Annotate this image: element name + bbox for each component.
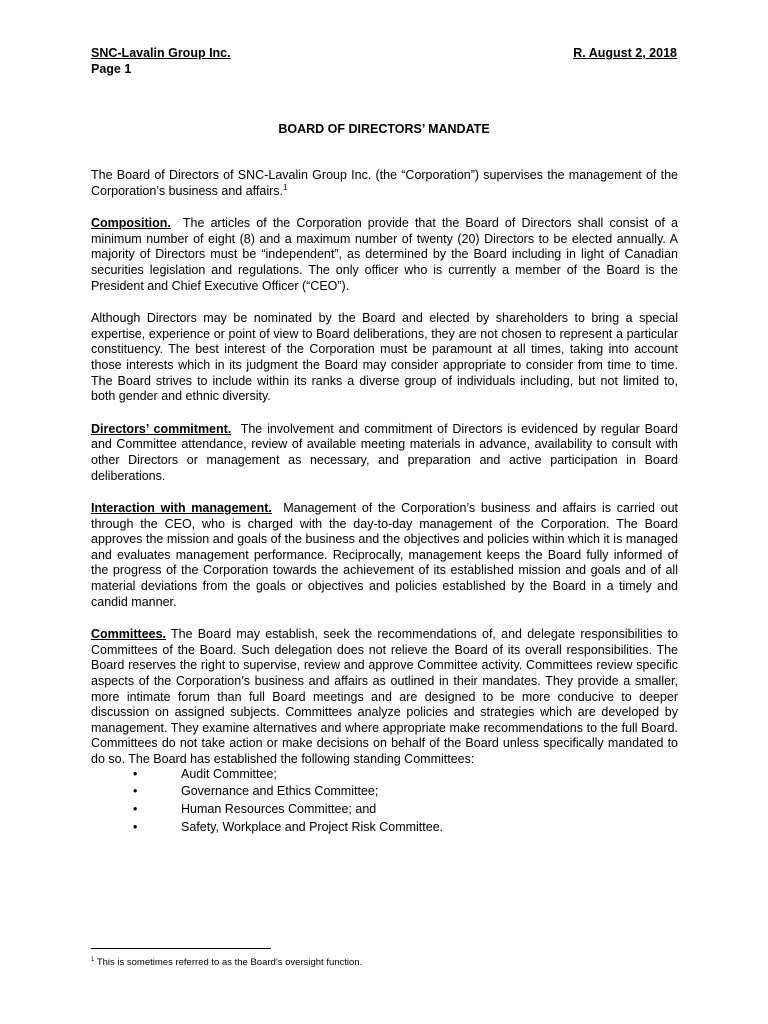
document-title: BOARD OF DIRECTORS’ MANDATE <box>278 122 490 136</box>
list-item <box>91 801 678 819</box>
page-header-left <box>91 45 231 77</box>
committees-paragraph <box>91 627 678 767</box>
bullet-icon: • <box>133 766 138 781</box>
revision-date: R. August 2, 2018 <box>573 46 677 60</box>
committees-text: The Board may establish, seek the recommendations of, and delegate responsibilities to Committees of the Board. Such delegation does not relieve the Board of its overall responsibilities. The Board reserves the right to supervise, review and approve Committee activity. Committees review specific aspects of the Corporation’s business and affairs as outlined in their mandates. They provide a smaller, more intimate forum than full Board meetings and are designed to be more conducive to deeper discussion on assigned subjects. Committees analyze policies and strategies which are developed by management. They examine alternatives and where appropriate make recommendations to the full Board. Committees do not take action or make decisions on behalf of the Board unless specifically mandated to do so. The Board has established the following standing Committees: <box>91 627 678 766</box>
company-name: SNC-Lavalin Group Inc. <box>91 46 231 60</box>
nomination-paragraph <box>91 311 678 405</box>
management-text: Management of the Corporation’s business and affairs is carried out through the CEO, who is charged with the day-to-day management of the Corporation. The Board approves the mission and goals of the business and the objectives and policies within which it is managed and evaluates management performance. Reciprocally, management keeps the Board fully informed of the progress of the Corporation towards the achievement of its established mission and goals and of all material deviations from the goals or objectives and policies established by the Board in a timely and candid manner. <box>91 501 678 609</box>
document-body <box>91 168 678 837</box>
composition-paragraph <box>91 216 678 294</box>
footnote-reference: 1 <box>283 182 288 192</box>
commitment-paragraph <box>91 422 678 484</box>
list-item <box>91 766 678 784</box>
bullet-icon: • <box>133 819 138 834</box>
management-paragraph <box>91 501 678 610</box>
intro-text: The Board of Directors of SNC-Lavalin Group Inc. (the “Corporation”) supervises the management of the Corporation’s business and affairs. <box>91 168 678 198</box>
commitment-text: The involvement and commitment of Directors is evidenced by regular Board and Committee attendance, review of available meeting materials in advance, availability to consult with other Directors or management as necessary, and preparation and active participation in Board deliberations. <box>91 421 678 483</box>
list-item-text: Safety, Workplace and Project Risk Committee. <box>181 819 444 834</box>
footnote <box>91 957 362 969</box>
footnote-divider <box>91 948 271 949</box>
page-number: Page 1 <box>91 62 132 76</box>
committees-heading: Committees. <box>91 627 167 642</box>
bullet-icon: • <box>133 784 138 799</box>
footnote-text: This is sometimes referred to as the Board’s oversight function. <box>96 957 363 968</box>
list-item <box>91 819 678 837</box>
list-item-text: Audit Committee; <box>181 766 277 781</box>
composition-heading: Composition. <box>91 216 171 231</box>
commitment-heading: Directors’ commitment. <box>91 421 232 436</box>
management-heading: Interaction with management. <box>91 501 272 516</box>
bullet-icon: • <box>133 802 138 817</box>
nomination-text: Although Directors may be nominated by the Board and elected by shareholders to bring a special expertise, experience or point of view to Board deliberations, they are not chosen to represent a particular constituency. The best interest of the Corporation must be paramount at all times, taking into account those interests which in its judgment the Board may consider appropriate to consider from time to time. The Board strives to include within its ranks a diverse group of individuals including, but not limited to, both gender and ethnic diversity. <box>91 311 678 404</box>
footnote-number: 1 <box>91 956 95 963</box>
composition-text: The articles of the Corporation provide that the Board of Directors shall consist of a minimum number of eight (8) and a maximum number of twenty (20) Directors to be elected annually. A majority of Directors must be “independent”, as determined by the Board including in light of Canadian securities legislation and regulations. The only officer who is currently a member of the Board is the President and Chief Executive Officer (“CEO”). <box>91 216 678 293</box>
committees-list <box>91 766 678 837</box>
list-item-text: Human Resources Committee; and <box>181 802 377 817</box>
list-item <box>91 783 678 801</box>
intro-paragraph <box>91 168 678 199</box>
list-item-text: Governance and Ethics Committee; <box>181 784 379 799</box>
